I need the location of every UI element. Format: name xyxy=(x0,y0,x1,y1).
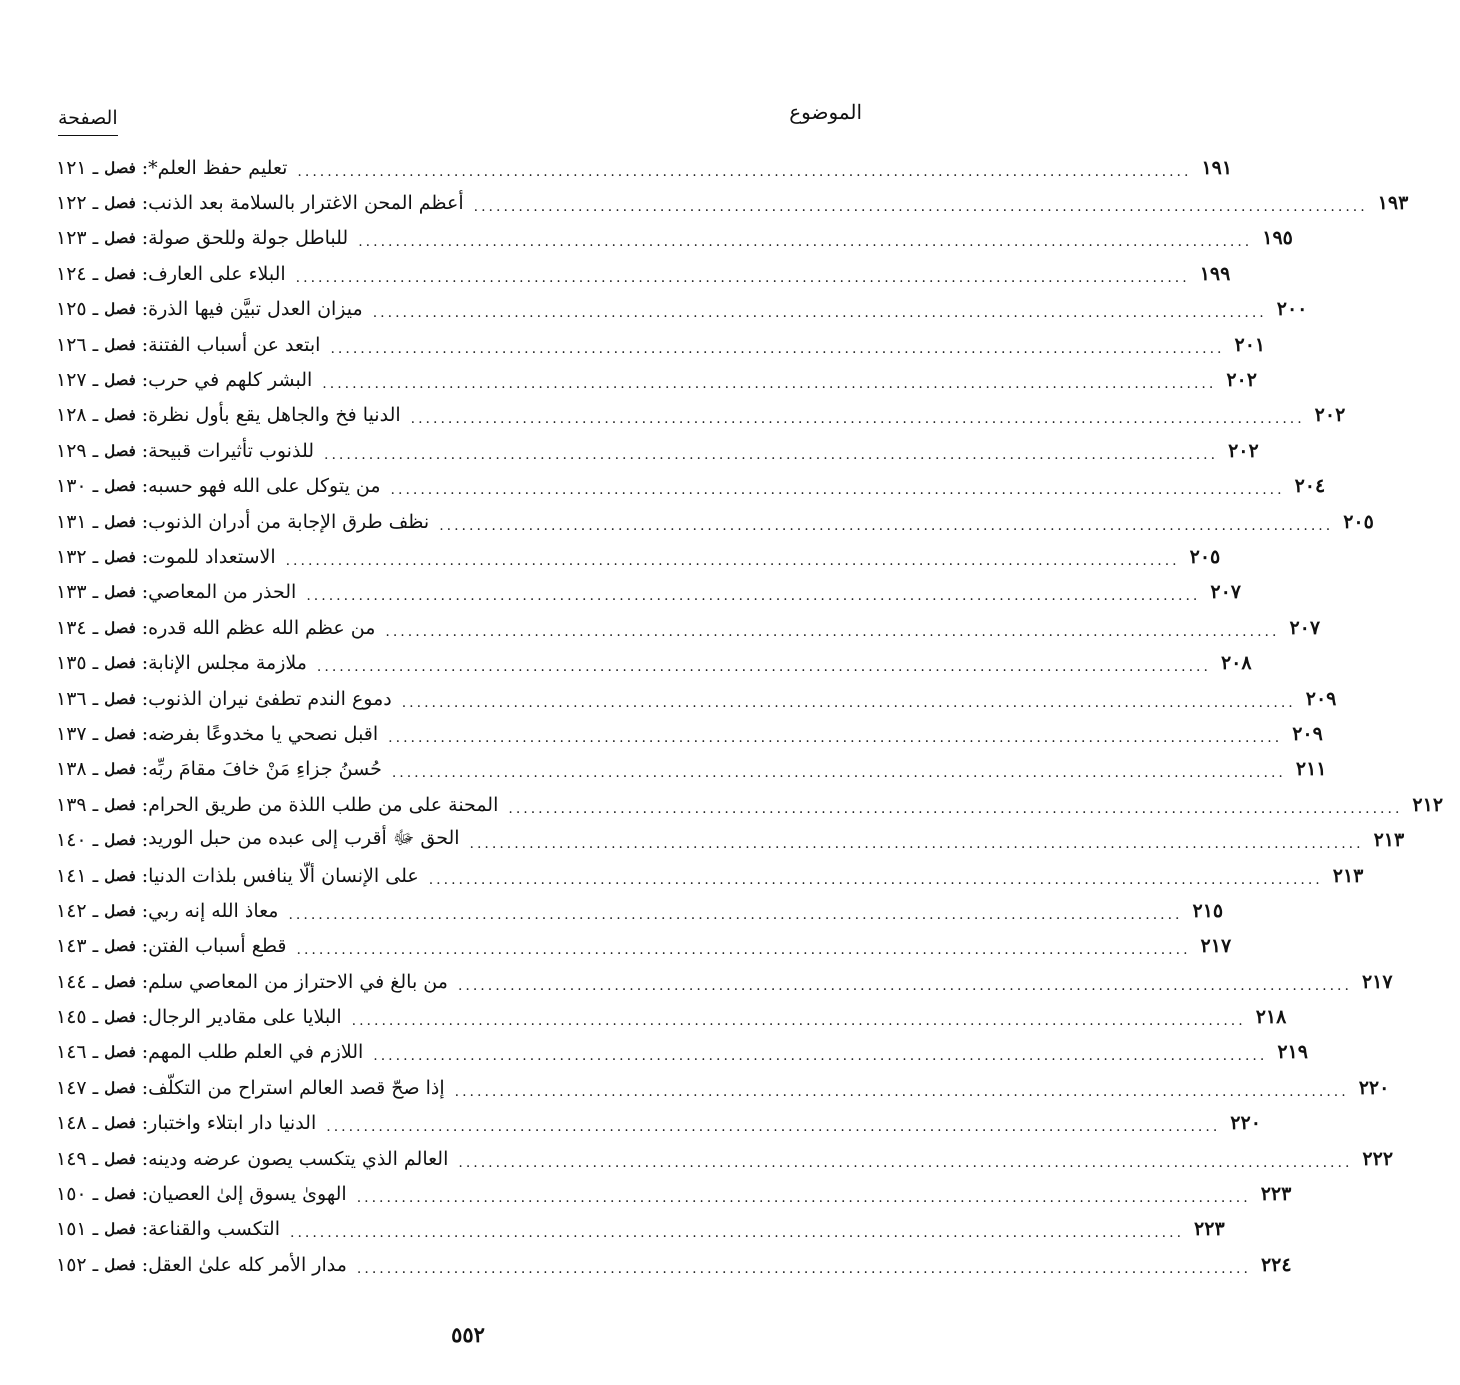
entry-section-word: فصل xyxy=(104,618,136,637)
entry-section-word: فصل xyxy=(104,1149,136,1168)
entry-page-number: ٢١٩ xyxy=(1277,1041,1308,1064)
dot-leader: ........................................................................................................................ xyxy=(324,446,1219,463)
entry-section-word: فصل xyxy=(104,547,136,566)
entry-number: ١٣٠ xyxy=(56,475,87,498)
entry-section-word: فصل xyxy=(104,1078,136,1097)
entry-page-number: ٢٠١ xyxy=(1234,333,1266,356)
entry-section-word: فصل xyxy=(104,901,136,920)
entry-section-word: فصل xyxy=(104,1008,136,1027)
dot-leader: ........................................................................................................................ xyxy=(326,1119,1221,1136)
entry-title: اللازم في العلم طلب المهم xyxy=(148,1041,364,1064)
entry-separator: ـ xyxy=(92,935,99,958)
entry-number: ١٥٠ xyxy=(56,1183,87,1206)
entry-number: ١٤٩ xyxy=(56,1147,87,1170)
entry-section-word: فصل xyxy=(104,724,136,743)
entry-title: للباطل جولة وللحق صولة xyxy=(148,227,349,250)
dot-leader: ........................................................................................................................ xyxy=(351,1013,1246,1030)
entry-section-word: فصل xyxy=(104,335,136,354)
toc-entry xyxy=(56,610,1321,645)
entry-section-word: فصل xyxy=(104,1114,136,1133)
dot-leader: ........................................................................................................................ xyxy=(297,163,1192,180)
entry-number: ١٤٧ xyxy=(56,1076,87,1099)
entry-number: ١٤١ xyxy=(56,864,87,887)
entry-section-word: فصل xyxy=(104,689,136,708)
entry-number: ١٢٦ xyxy=(56,333,87,356)
entry-page-number: ٢٠٩ xyxy=(1305,687,1337,710)
dot-leader: ........................................................................................................................ xyxy=(316,659,1211,676)
entry-colon: : xyxy=(141,192,149,215)
entry-page-number: ١٩٥ xyxy=(1262,227,1293,250)
entry-colon: : xyxy=(141,262,149,285)
entry-title: المحنة على من طلب اللذة من طريق الحرام xyxy=(148,793,499,816)
toc-entry xyxy=(56,1212,1225,1247)
entry-section-word: فصل xyxy=(104,654,136,673)
entry-separator: ـ xyxy=(92,227,99,250)
entry-colon: : xyxy=(141,333,149,356)
entry-page-number: ٢٠٤ xyxy=(1294,475,1326,498)
entry-separator: ـ xyxy=(92,1076,99,1099)
entry-section-word: فصل xyxy=(104,229,136,248)
dot-leader: ........................................................................................................................ xyxy=(296,942,1191,959)
entry-number: ١٥٢ xyxy=(56,1253,87,1276)
entry-number: ١٣٥ xyxy=(56,652,87,675)
topic-column-heading: الموضوع xyxy=(789,100,862,124)
dot-leader: ........................................................................................................................ xyxy=(306,588,1201,605)
entry-section-word: فصل xyxy=(104,158,136,177)
entry-separator: ـ xyxy=(92,333,99,356)
entry-number: ١٢٨ xyxy=(56,404,87,427)
entry-title: مدار الأمر كله علىٰ العقل xyxy=(148,1253,347,1276)
entry-colon: : xyxy=(141,722,149,745)
entry-number: ١٣٤ xyxy=(56,616,87,639)
toc-entry xyxy=(56,1247,1292,1282)
entry-colon: : xyxy=(141,545,149,568)
entry-title: التكسب والقناعة xyxy=(148,1218,280,1241)
entry-colon: : xyxy=(141,1253,149,1276)
dot-leader: ........................................................................................................................ xyxy=(401,694,1296,711)
entry-number: ١٤٣ xyxy=(56,935,87,958)
toc-entry xyxy=(56,1141,1394,1176)
entry-colon: : xyxy=(141,1183,149,1206)
dot-leader: ........................................................................................................................ xyxy=(322,376,1217,393)
toc-entry xyxy=(56,1176,1292,1211)
entry-title: الدنيا فخ والجاهل يقع بأول نظرة xyxy=(148,404,401,427)
entry-colon: : xyxy=(141,935,149,958)
entry-number: ١٣١ xyxy=(56,510,87,533)
toc-entry xyxy=(56,469,1326,504)
entry-section-word: فصل xyxy=(104,1255,136,1274)
entry-page-number: ٢٠٢ xyxy=(1226,369,1257,392)
entry-separator: ـ xyxy=(92,262,99,285)
entry-separator: ـ xyxy=(92,829,99,852)
entry-page-number: ٢١٨ xyxy=(1255,1006,1287,1029)
entry-separator: ـ xyxy=(92,156,99,179)
entry-page-number: ٢١٧ xyxy=(1361,970,1393,993)
entry-section-word: فصل xyxy=(104,583,136,602)
entry-section-word: فصل xyxy=(104,512,136,531)
entry-separator: ـ xyxy=(92,1041,99,1064)
entry-separator: ـ xyxy=(92,192,99,215)
entry-number: ١٣٣ xyxy=(56,581,87,604)
entry-colon: : xyxy=(141,1218,149,1241)
entry-title: دموع الندم تطفئ نيران الذنوب xyxy=(148,687,392,710)
entry-separator: ـ xyxy=(92,899,99,922)
entry-separator: ـ xyxy=(92,970,99,993)
dot-leader: ........................................................................................................................ xyxy=(295,269,1190,286)
entry-page-number: ٢٢٤ xyxy=(1260,1253,1292,1276)
toc-entry xyxy=(56,893,1224,928)
dot-leader: ........................................................................................................................ xyxy=(356,1190,1251,1207)
entry-page-number: ٢٢٢ xyxy=(1362,1147,1394,1170)
dot-leader: ........................................................................................................................ xyxy=(457,977,1352,994)
entry-number: ١٣٧ xyxy=(56,722,87,745)
entry-separator: ـ xyxy=(92,369,99,392)
entry-title: اقبل نصحي يا مخدوعًا بفرضه xyxy=(148,722,379,745)
entry-separator: ـ xyxy=(92,475,99,498)
entry-colon: : xyxy=(141,439,149,462)
dot-leader: ........................................................................................................................ xyxy=(290,1225,1185,1242)
dot-leader: ........................................................................................................................ xyxy=(356,1260,1251,1277)
entry-separator: ـ xyxy=(92,722,99,745)
entry-colon: : xyxy=(141,369,149,392)
entry-title: البشر كلهم في حرب xyxy=(148,369,313,392)
entry-separator: ـ xyxy=(92,687,99,710)
toc-entry xyxy=(56,929,1232,964)
entry-colon: : xyxy=(141,899,149,922)
entry-page-number: ٢٠٧ xyxy=(1210,581,1241,604)
entry-section-word: فصل xyxy=(104,477,136,496)
entry-page-number: ٢٠٨ xyxy=(1220,652,1252,675)
entry-colon: : xyxy=(141,404,149,427)
entry-number: ١٢٣ xyxy=(56,227,87,250)
toc-entry xyxy=(56,327,1266,362)
entry-page-number: ١٩١ xyxy=(1201,156,1233,179)
entry-page-number: ٢١٧ xyxy=(1200,935,1232,958)
entry-title: ميزان العدل تبيَّن فيها الذرة xyxy=(148,298,363,321)
entry-colon: : xyxy=(141,793,149,816)
entry-colon: : xyxy=(141,156,149,179)
entry-title: الاستعداد للموت xyxy=(148,545,276,568)
toc-entry xyxy=(56,433,1259,468)
entry-title: على الإنسان ألّا ينافس بلذات الدنيا xyxy=(148,864,419,887)
entry-section-word: فصل xyxy=(104,300,136,319)
dot-leader: ........................................................................................................................ xyxy=(473,199,1368,216)
entry-number: ١٣٢ xyxy=(56,545,87,568)
entry-number: ١٣٨ xyxy=(56,758,87,781)
dot-leader: ........................................................................................................................ xyxy=(458,1154,1353,1171)
entry-section-word: فصل xyxy=(104,1185,136,1204)
toc-entry xyxy=(56,575,1241,610)
entry-number: ١٢٢ xyxy=(56,192,87,215)
dot-leader: ........................................................................................................................ xyxy=(372,305,1267,322)
entry-colon: : xyxy=(141,829,149,852)
entry-separator: ـ xyxy=(92,616,99,639)
entry-number: ١٢٩ xyxy=(56,439,87,462)
entry-colon: : xyxy=(141,652,149,675)
dot-leader: ........................................................................................................................ xyxy=(388,729,1283,746)
toc-entry xyxy=(56,539,1221,574)
toc-entry xyxy=(56,858,1364,893)
page-number: ٥٥٢ xyxy=(451,1322,485,1347)
entry-colon: : xyxy=(141,510,149,533)
entry-colon: : xyxy=(141,475,149,498)
dot-leader: ........................................................................................................................ xyxy=(428,871,1323,888)
toc-entry xyxy=(56,787,1444,822)
entry-separator: ـ xyxy=(92,1183,99,1206)
entry-section-word: فصل xyxy=(104,972,136,991)
entry-title: قطع أسباب الفتن xyxy=(148,935,287,958)
toc-entry xyxy=(56,716,1323,751)
toc-entry xyxy=(56,362,1257,397)
dot-leader: ........................................................................................................................ xyxy=(439,517,1334,534)
entry-number: ١٣٦ xyxy=(56,687,87,710)
entry-title: البلايا على مقادير الرجال xyxy=(148,1006,342,1029)
entry-colon: : xyxy=(141,758,149,781)
entry-section-word: فصل xyxy=(104,795,136,814)
toc-entry xyxy=(56,221,1293,256)
entry-title: الحق ﷻ أقرب إلى عبده من حبل الوريد xyxy=(148,827,460,850)
entry-page-number: ٢٠٢ xyxy=(1228,439,1259,462)
entry-section-word: فصل xyxy=(104,406,136,425)
dot-leader: ........................................................................................................................ xyxy=(469,836,1364,853)
entry-title: تعليم حفظ العلم* xyxy=(148,156,288,179)
entry-separator: ـ xyxy=(92,1006,99,1029)
entry-colon: : xyxy=(141,1112,149,1135)
entry-section-word: فصل xyxy=(104,937,136,956)
page-column-heading: الصفحة xyxy=(58,107,118,136)
entry-separator: ـ xyxy=(92,793,99,816)
entry-separator: ـ xyxy=(92,581,99,604)
entry-title: أعظم المحن الاغترار بالسلامة بعد الذنب xyxy=(148,192,464,215)
entry-page-number: ٢٠٢ xyxy=(1314,404,1346,427)
entry-colon: : xyxy=(141,1006,149,1029)
entry-page-number: ٢٠٥ xyxy=(1189,545,1221,568)
dot-leader: ........................................................................................................................ xyxy=(285,552,1180,569)
entry-section-word: فصل xyxy=(104,866,136,885)
entry-title: الدنيا دار ابتلاء واختبار xyxy=(148,1112,317,1135)
entry-title: البلاء على العارف xyxy=(148,262,286,285)
entry-separator: ـ xyxy=(92,1147,99,1170)
entry-separator: ـ xyxy=(92,864,99,887)
dot-leader: ........................................................................................................................ xyxy=(373,1048,1268,1065)
entry-section-word: فصل xyxy=(104,264,136,283)
entry-colon: : xyxy=(141,1041,149,1064)
toc-entry xyxy=(56,1106,1261,1141)
entry-page-number: ٢٢٣ xyxy=(1260,1183,1292,1206)
entry-separator: ـ xyxy=(92,1218,99,1241)
entry-colon: : xyxy=(141,970,149,993)
entry-number: ١٣٩ xyxy=(56,793,87,816)
entry-page-number: ٢١١ xyxy=(1295,758,1327,781)
toc-entry xyxy=(56,1070,1390,1105)
toc-entry xyxy=(56,822,1405,857)
entry-page-number: ٢٠٩ xyxy=(1292,722,1323,745)
entry-section-word: فصل xyxy=(104,831,136,850)
entry-title: من يتوكل على الله فهو حسبه xyxy=(148,475,381,498)
entry-number: ١٤٦ xyxy=(56,1041,87,1064)
dot-leader: ........................................................................................................................ xyxy=(391,765,1286,782)
toc-entry xyxy=(56,150,1233,185)
entry-page-number: ٢٠٥ xyxy=(1343,510,1374,533)
entry-number: ١٤٠ xyxy=(56,829,87,852)
toc-entry xyxy=(56,645,1252,680)
entry-colon: : xyxy=(141,1076,149,1099)
dot-leader: ........................................................................................................................ xyxy=(288,906,1183,923)
entry-colon: : xyxy=(141,616,149,639)
entry-colon: : xyxy=(141,298,149,321)
entry-separator: ـ xyxy=(92,652,99,675)
toc-entry xyxy=(56,752,1327,787)
entry-separator: ـ xyxy=(92,758,99,781)
dot-leader: ........................................................................................................................ xyxy=(454,1083,1349,1100)
dot-leader: ........................................................................................................................ xyxy=(385,623,1280,640)
entry-number: ١٤٥ xyxy=(56,1006,87,1029)
entry-title: من عظم الله عظم الله قدره xyxy=(148,616,376,639)
dot-leader: ........................................................................................................................ xyxy=(390,482,1285,499)
toc-entry xyxy=(56,256,1231,291)
entry-number: ١٢٤ xyxy=(56,262,87,285)
entry-page-number: ٢٢٣ xyxy=(1194,1218,1225,1241)
entry-title: من بالغ في الاحتراز من المعاصي سلم xyxy=(148,970,448,993)
entry-colon: : xyxy=(141,581,149,604)
entry-page-number: ٢١٣ xyxy=(1373,829,1405,852)
entry-separator: ـ xyxy=(92,1253,99,1276)
entry-number: ١٤٤ xyxy=(56,970,87,993)
toc-entry xyxy=(56,964,1393,999)
entry-section-word: فصل xyxy=(104,441,136,460)
entry-separator: ـ xyxy=(92,1112,99,1135)
entry-page-number: ٢١٥ xyxy=(1192,899,1224,922)
entry-page-number: ١٩٣ xyxy=(1377,192,1409,215)
entry-separator: ـ xyxy=(92,510,99,533)
entry-colon: : xyxy=(141,227,149,250)
entry-number: ١٢٥ xyxy=(56,298,87,321)
entry-section-word: فصل xyxy=(104,760,136,779)
entry-title: الهوىٰ يسوق إلىٰ العصيان xyxy=(148,1183,347,1206)
toc-entry xyxy=(56,185,1409,220)
dot-leader: ........................................................................................................................ xyxy=(330,340,1225,357)
toc-entry xyxy=(56,999,1287,1034)
entry-page-number: ٢٠٠ xyxy=(1276,298,1308,321)
entry-separator: ـ xyxy=(92,404,99,427)
entry-colon: : xyxy=(141,687,149,710)
toc-entry xyxy=(56,398,1346,433)
entry-section-word: فصل xyxy=(104,1220,136,1239)
entry-separator: ـ xyxy=(92,545,99,568)
entry-title: معاذ الله إنه ربي xyxy=(148,899,279,922)
entry-title: للذنوب تأثيرات قبيحة xyxy=(148,439,315,462)
entry-number: ١٢٧ xyxy=(56,369,87,392)
entry-page-number: ٢١٢ xyxy=(1412,793,1444,816)
toc-entry xyxy=(56,681,1337,716)
entry-page-number: ١٩٩ xyxy=(1199,262,1231,285)
entry-title: حُسنُ جزاءِ مَنْ خافَ مقامَ ربِّه xyxy=(148,758,382,781)
entry-section-word: فصل xyxy=(104,371,136,390)
entry-title: ملازمة مجلس الإنابة xyxy=(148,652,307,675)
entry-page-number: ٢٠٧ xyxy=(1289,616,1321,639)
entry-section-word: فصل xyxy=(104,194,136,213)
entry-separator: ـ xyxy=(92,298,99,321)
toc-entry xyxy=(56,504,1374,539)
dot-leader: ........................................................................................................................ xyxy=(358,234,1253,251)
entry-number: ١٢١ xyxy=(56,156,87,179)
entry-colon: : xyxy=(141,1147,149,1170)
entry-number: ١٤٢ xyxy=(56,899,87,922)
entry-title: نظف طرق الإجابة من أدران الذنوب xyxy=(148,510,430,533)
table-of-contents xyxy=(56,150,1444,1283)
dot-leader: ........................................................................................................................ xyxy=(508,800,1403,817)
toc-entry xyxy=(56,292,1308,327)
entry-title: الحذر من المعاصي xyxy=(148,581,297,604)
entry-page-number: ٢١٣ xyxy=(1332,864,1364,887)
entry-section-word: فصل xyxy=(104,1043,136,1062)
entry-title: ابتعد عن أسباب الفتنة xyxy=(148,333,321,356)
toc-entry xyxy=(56,1035,1308,1070)
entry-title: العالم الذي يتكسب يصون عرضه ودينه xyxy=(148,1147,449,1170)
entry-title: إذا صحّ قصد العالم استراح من التكلّف xyxy=(148,1076,445,1099)
entry-colon: : xyxy=(141,864,149,887)
entry-page-number: ٢٢٠ xyxy=(1230,1112,1261,1135)
entry-separator: ـ xyxy=(92,439,99,462)
dot-leader: ........................................................................................................................ xyxy=(410,411,1305,428)
entry-page-number: ٢٢٠ xyxy=(1358,1076,1390,1099)
entry-number: ١٥١ xyxy=(56,1218,87,1241)
entry-number: ١٤٨ xyxy=(56,1112,87,1135)
